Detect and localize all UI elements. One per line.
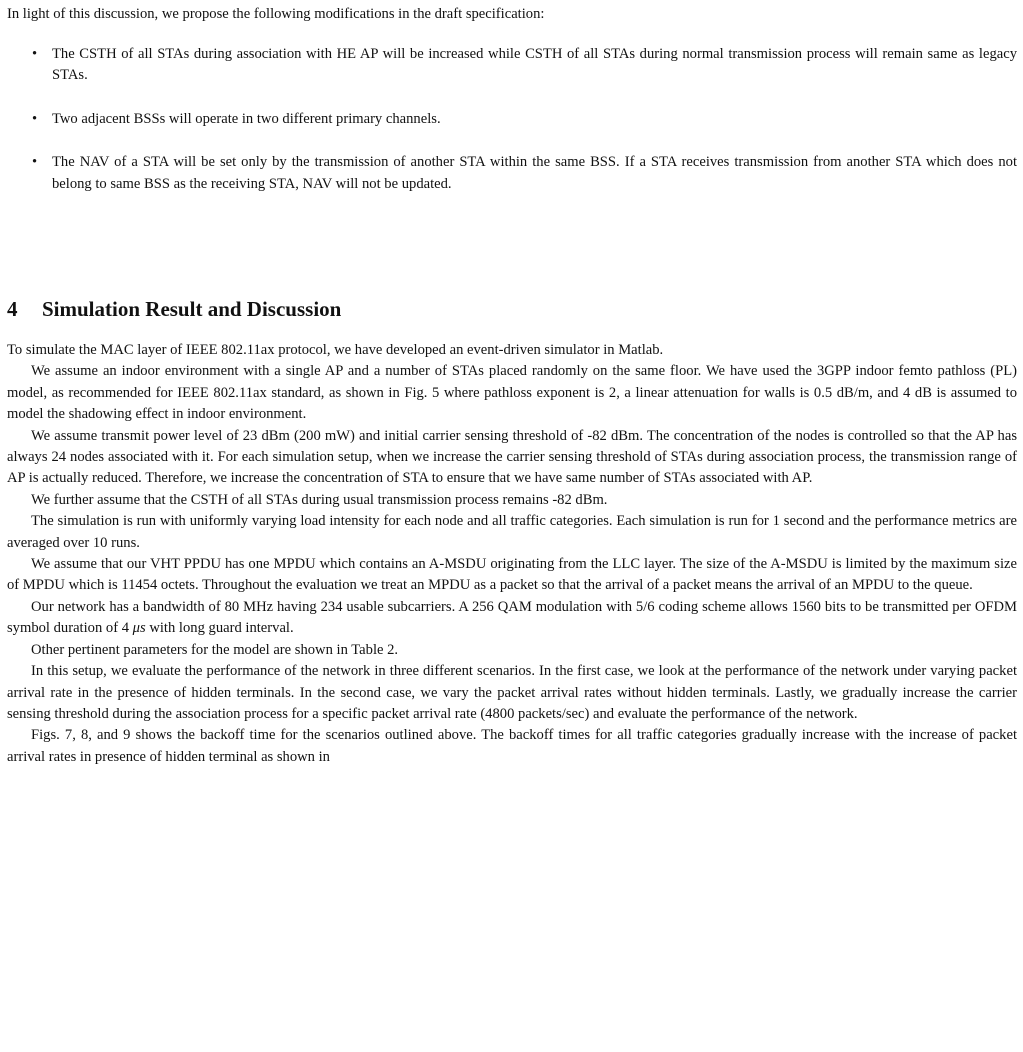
paragraph: Our network has a bandwidth of 80 MHz having 234 usable subcarriers. A 256 QAM modulation with 5/6 coding scheme allows 1560 bits to be transmitted per OFDM symbol duration of 4 μs with long guard interval. — [7, 598, 1017, 637]
section-title: Simulation Result and Discussion — [42, 297, 342, 321]
section-body — [7, 340, 1017, 768]
intro-paragraph: In light of this discussion, we propose the following modifications in the draft specification: — [7, 6, 545, 22]
bullet-icon: • — [32, 110, 38, 127]
paragraph: Figs. 7, 8, and 9 shows the backoff time for the scenarios outlined above. The backoff times for all traffic categories gradually increase with the increase of packet arrival rates in presence of hidden terminal as shown in — [7, 727, 1017, 765]
list-item: • Two adjacent BSSs will operate in two different primary channels. — [32, 109, 1017, 130]
paragraph: In this setup, we evaluate the performance of the network in three different scenarios. In the first case, we look at the performance of the network under varying packet arrival rate in the presence of hidden terminals. In the second case, we vary the packet arrival rates without hidden terminals. Lastly, we gradually increase the carrier sensing threshold during the association process for a specific packet arrival rate (4800 packets/sec) and evaluate the performance of the network. — [7, 663, 1017, 722]
list-item: • The CSTH of all STAs during association with HE AP will be increased while CSTH of all STAs during normal transmission process will remain same as legacy STAs. — [32, 46, 1017, 84]
bullet-icon: • — [32, 154, 38, 171]
paragraph: We assume that our VHT PPDU has one MPDU which contains an A-MSDU originating from the LLC layer. The size of the A-MSDU is limited by the maximum size of MPDU which is 11454 octets. Throughout the evaluation we treat an MPDU as a packet so that the arrival of a packet means the arrival of an MPDU to the queue. — [7, 556, 1017, 594]
paragraph: To simulate the MAC layer of IEEE 802.11ax protocol, we have developed an event-driven simulator in Matlab. — [7, 342, 664, 358]
list-item: • The NAV of a STA will be set only by the transmission of another STA within the same BSS. If a STA receives transmission from another STA which does not belong to same BSS as the receiving STA, NAV will not be updated. — [32, 154, 1017, 192]
paragraph: We further assume that the CSTH of all STAs during usual transmission process remains -82 dBm. — [31, 491, 608, 508]
section-heading — [7, 296, 341, 322]
proposal-list — [32, 44, 1017, 195]
paragraph: We assume an indoor environment with a single AP and a number of STAs placed randomly on the same floor. We have used the 3GPP indoor femto pathloss (PL) model, as recommended for IEEE 802.11ax standard, as shown in Fig. 5 where pathloss exponent is 2, a linear attenuation for walls is 0.5 dB/m, and 4 dB is assumed to model the shadowing effect in indoor environment. — [7, 363, 1017, 423]
paragraph: We assume transmit power level of 23 dBm (200 mW) and initial carrier sensing threshold of -82 dBm. The concentration of the nodes is controlled so that the AP has always 24 nodes associated with it. For each simulation setup, when we increase the carrier sensing threshold of STAs during association process, the transmission range of AP is actually reduced. Therefore, we increase the concentration of STA to ensure that we have same number of STAs associated with AP. — [7, 427, 1017, 487]
bullet-icon: • — [32, 46, 38, 62]
section-number: 4 — [7, 297, 18, 321]
paragraph: Other pertinent parameters for the model are shown in Table 2. — [31, 641, 399, 658]
math-symbol: μs — [132, 620, 146, 637]
paragraph: The simulation is run with uniformly varying load intensity for each node and all traffic categories. Each simulation is run for 1 second and the performance metrics are averaged over 10 runs. — [7, 513, 1017, 551]
